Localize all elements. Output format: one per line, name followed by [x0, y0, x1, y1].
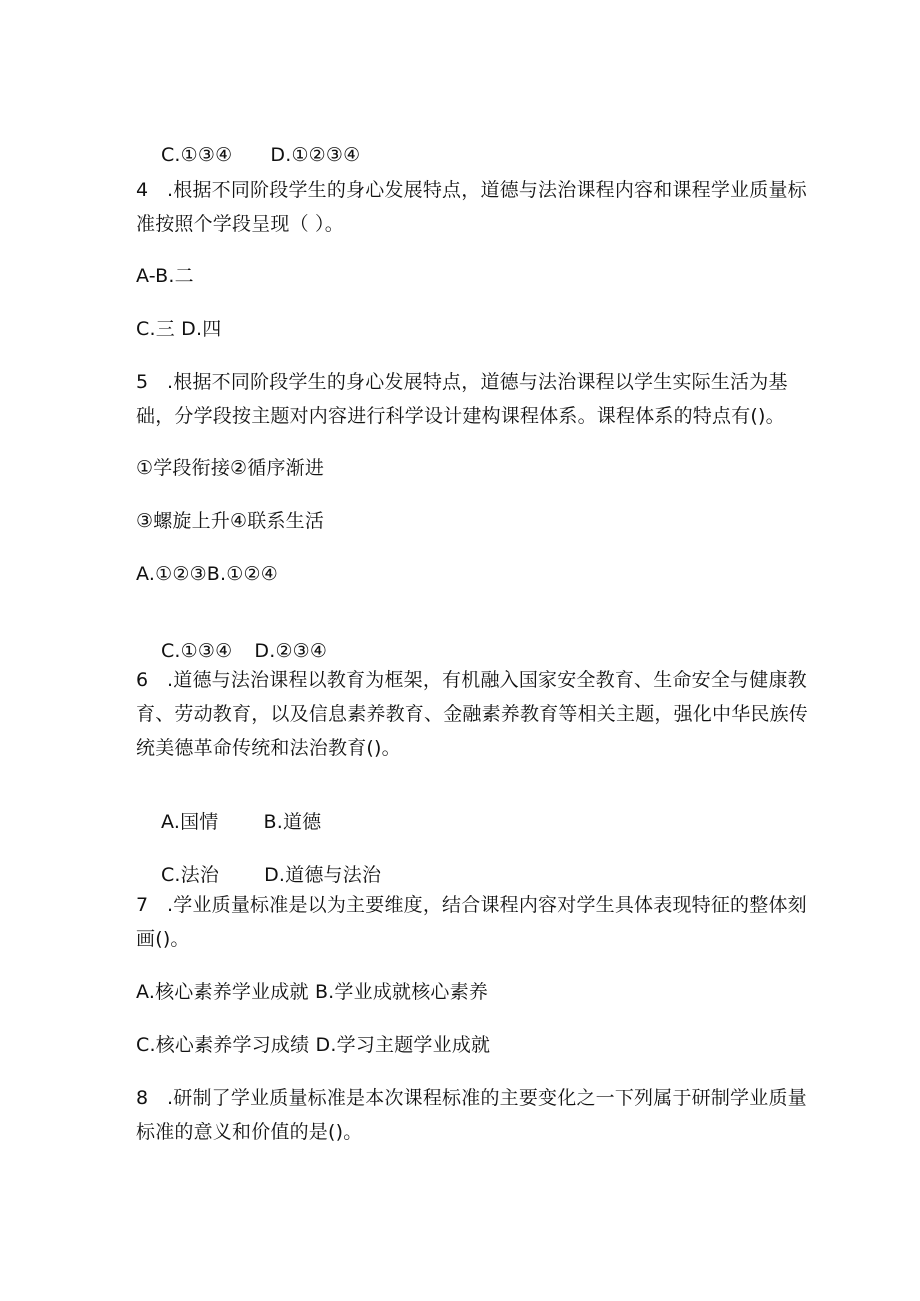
q6-option-a: A.国情 — [160, 811, 219, 833]
q4-options-ab: A-B.二 — [136, 265, 194, 287]
q5-items-34: ③螺旋上升④联系生活 — [136, 510, 325, 532]
q8-stem-line1: 8 .研制了学业质量标准是本次课程标准的主要变化之一下列属于研制学业质量 — [136, 1087, 807, 1109]
q6-option-d: D.道德与法治 — [264, 864, 382, 886]
q6-option-c: C.法治 — [160, 864, 220, 886]
q4-options-cd: C.三 D.四 — [136, 318, 222, 340]
q8-stem-line2: 标准的意义和价值的是()。 — [136, 1121, 363, 1143]
q5-option-d: D.②③④ — [254, 640, 328, 662]
q6-option-b: B.道德 — [263, 811, 322, 833]
q5-items-12: ①学段衔接②循序渐进 — [136, 457, 325, 479]
q4-stem-line1: 4 .根据不同阶段学生的身心发展特点，道德与法治课程内容和课程学业质量标 — [136, 179, 807, 201]
q5-stem-line2: 础，分学段按主题对内容进行科学设计建构课程体系。课程体系的特点有()。 — [136, 405, 785, 427]
q4-stem-line2: 准按照个学段呈现（ ）。 — [136, 213, 344, 235]
q7-options-cd: C.核心素养学习成绩 D.学习主题学业成就 — [136, 1034, 491, 1056]
q5-option-c: C.①③④ — [160, 640, 233, 662]
q5-options-ab: A.①②③B.①②④ — [136, 563, 278, 585]
q6-stem-line3: 统美德革命传统和法治教育()。 — [136, 737, 401, 759]
q7-stem-line2: 画()。 — [136, 928, 190, 950]
q3-option-d: D.①②③④ — [270, 144, 361, 166]
q6-stem-line2: 育、劳动教育，以及信息素养教育、金融素养教育等相关主题，强化中华民族传 — [136, 703, 809, 725]
q7-stem-line1: 7 .学业质量标准是以为主要维度，结合课程内容对学生具体表现特征的整体刻 — [136, 894, 807, 916]
q5-stem-line1: 5 .根据不同阶段学生的身心发展特点，道德与法治课程以学生实际生活为基 — [136, 371, 788, 393]
q6-stem-line1: 6 .道德与法治课程以教育为框架，有机融入国家安全教育、生命安全与健康教 — [136, 669, 807, 691]
q7-options-ab: A.核心素养学业成就 B.学业成就核心素养 — [136, 981, 489, 1003]
q3-option-c: C.①③④ — [160, 144, 233, 166]
